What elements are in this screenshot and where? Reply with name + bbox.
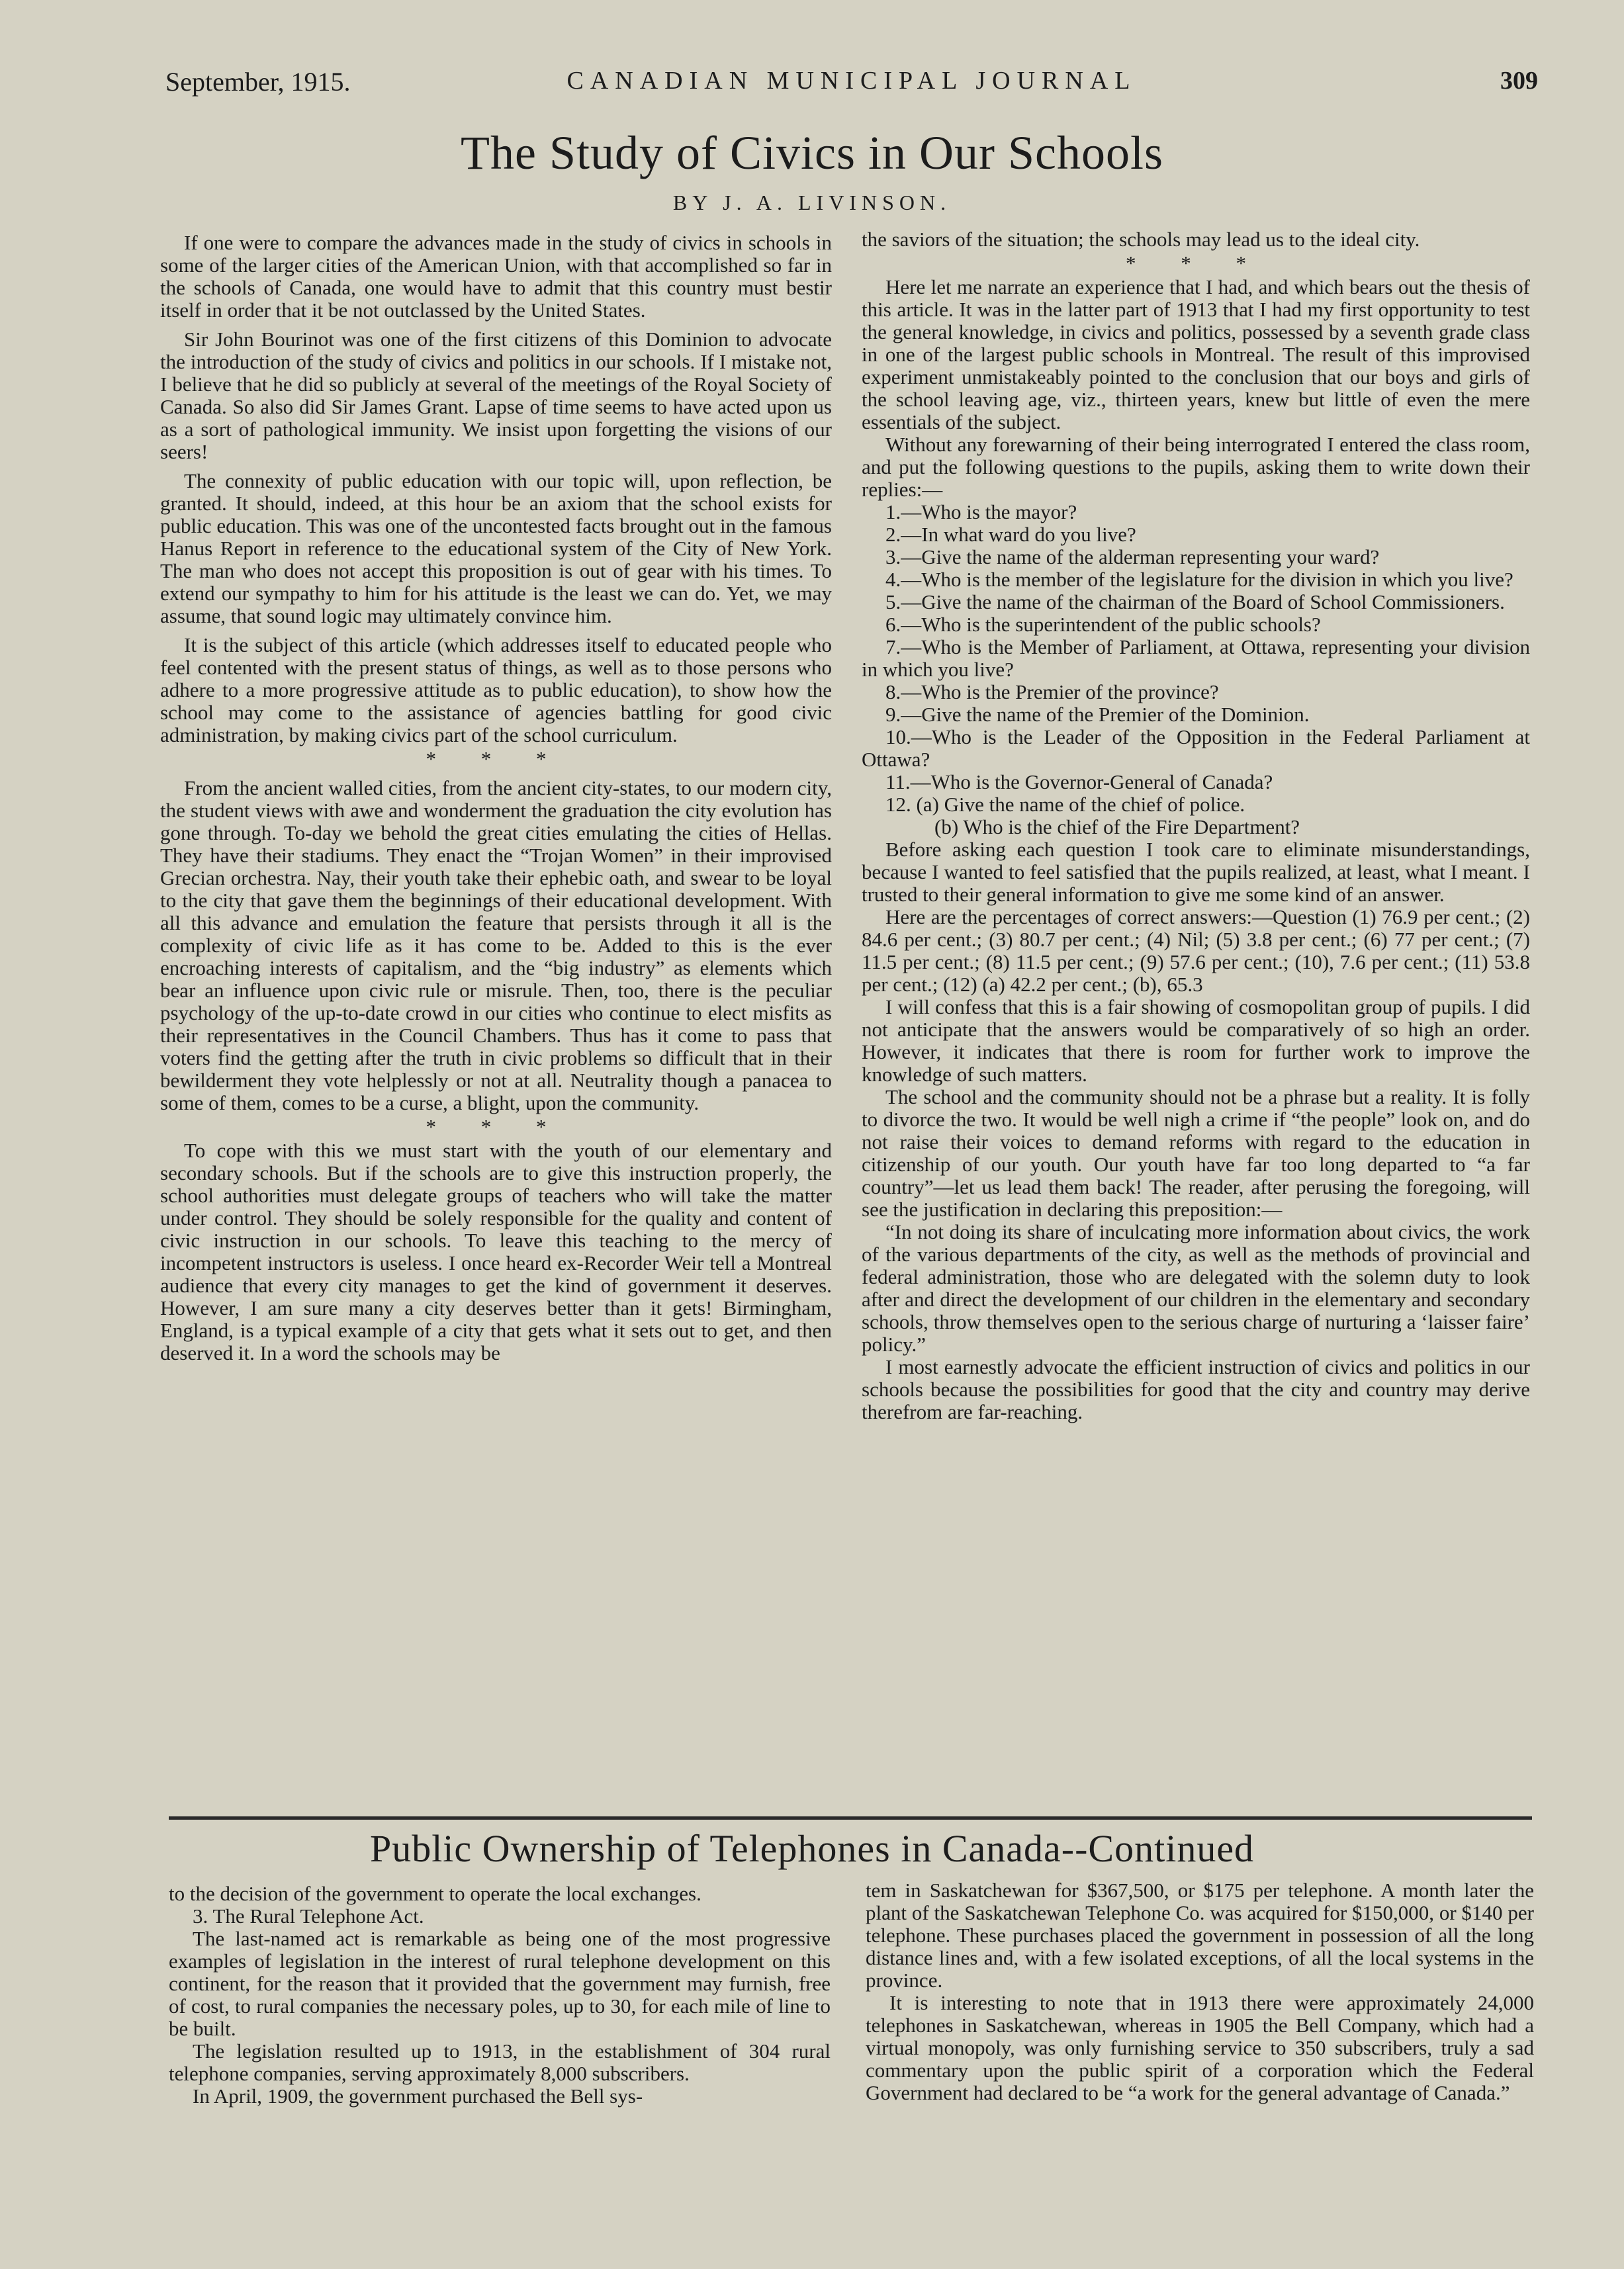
question-item: (b) Who is the chief of the Fire Department?	[934, 815, 1300, 838]
question-item: 4.—Who is the member of the legislature for the division in which you live?	[885, 568, 1513, 591]
question-item: 6.—Who is the superintendent of the public schools?	[885, 613, 1321, 636]
question-item: 1.—Who is the mayor?	[885, 500, 1077, 523]
section-separator: * * *	[426, 747, 566, 770]
paragraph: Before asking each question I took care to eliminate misunderstandings, because I wanted to feel satisfied that the pupils realized, at least, what I meant. I trusted to their general information to give me some kind of an answer.	[862, 838, 1530, 906]
paragraph: Without any forewarning of their being interrograted I entered the class room, and put the following questions to the pupils, asking them to write down their replies:—	[862, 433, 1530, 501]
paragraph: The school and the community should not be a phrase but a reality. It is folly to divorce the two. It would be well nigh a crime if “the people” look on, and do not raise their voices to demand reforms with regard to the education in citizenship of our youth. Our youth have far too long departed to “a far country”—let us lead them back! The reader, after perusing the foregoing, will see the justification in declaring this preposition:—	[862, 1085, 1530, 1221]
running-head	[165, 66, 1538, 106]
question-item: 8.—Who is the Premier of the province?	[885, 680, 1219, 703]
question-item: 2.—In what ward do you live?	[885, 523, 1136, 546]
paragraph: In April, 1909, the government purchased the Bell sys-	[193, 2084, 643, 2108]
paragraph: If one were to compare the advances made in the study of civics in schools in some of the larger cities of the American Union, with that accomplished so far in the schools of Canada, one would have to admit that this country must bestir itself in order that it be not outclassed by the United States.	[160, 231, 832, 322]
paragraph: It is interesting to note that in 1913 there were approximately 24,000 telephones in Saskatchewan, whereas in 1905 the Bell Company, which had a virtual monopoly, was only furnishing service to 350 subscribers, truly a sad commentary upon the public spirit of a corporation which the Federal Government had declared to be “a work for the general advantage of Canada.”	[866, 1991, 1534, 2104]
paragraph: tem in Saskatchewan for $367,500, or $175 per telephone. A month later the plant of the Saskatchewan Telephone Co. was acquired for $150,000, or $140 per telephone. These purchases placed the government in possession of all the long distance lines and, with a few isolated exceptions, of all the local systems in the province.	[866, 1879, 1534, 1992]
article2-column-left	[169, 1883, 831, 2108]
paragraph: Here are the percentages of correct answers:—Question (1) 76.9 per cent.; (2) 84.6 per cent.; (3) 80.7 per cent.; (4) Nil; (5) 3.8 per cent.; (6) 77 per cent.; (7) 11.5 per cent.; (8) 11.5 per cent.; (9) 57.6 per cent.; (10), 7.6 per cent.; (11) 53.8 per cent.; (12) (a) 42.2 per cent.; (b), 65.3	[862, 905, 1530, 996]
paragraph: From the ancient walled cities, from the ancient city-states, to our modern city, the student views with awe and wonderment the graduation the city evolution has gone through. To-day we behold the great cities emulating the cities of Hellas. They have their stadiums. They enact the “Trojan Women” in their improvised Grecian orchestra. Nay, their youth take their ephebic oath, and swear to be loyal to the city that gave them the beginnings of their educational development. With all this advance and emulation the feature that persists through it all is the complexity of civic life as it has come to be. Added to this is the ever encroaching interests of capitalism, and the “big industry” as elements which bear an influence upon civic rule or misrule. Then, too, there is the peculiar psychology of the up-to-date crowd in our cities who continue to elect misfits as their representatives in the Council Chambers. Thus has it come to pass that voters find the getting after the truth in civic problems so difficult that in their bewilderment they vote helplessly or not at all. Neutrality though a panacea to some of them, comes to be a curse, a blight, upon the community.	[160, 776, 832, 1114]
article2-column-right	[866, 1879, 1534, 2104]
paragraph: The last-named act is remarkable as being one of the most progressive examples of legislation in the interest of rural telephone development on this continent, for the reason that it provided that the government may furnish, free of cost, to rural companies the necessary poles, up to 30, for each mile of line to be built.	[169, 1927, 831, 2040]
question-item: 10.—Who is the Leader of the Opposition in the Federal Parliament at Ottawa?	[862, 725, 1530, 771]
section-separator: * * *	[426, 1115, 566, 1138]
article-divider	[169, 1816, 1532, 1820]
paragraph: to the decision of the government to operate the local exchanges.	[169, 1882, 701, 1905]
question-item: 9.—Give the name of the Premier of the Dominion.	[885, 703, 1310, 726]
paragraph: The legislation resulted up to 1913, in the establishment of 304 rural telephone companies, serving approximately 8,000 subscribers.	[169, 2039, 831, 2085]
paragraph: the saviors of the situation; the schools may lead us to the ideal city.	[862, 228, 1420, 251]
paragraph: To cope with this we must start with the youth of our elementary and secondary schools. But if the schools are to give this instruction properly, the school authorities must delegate groups of teachers who will take the matter under control. They should be solely responsible for the quality and content of civic instruction in our schools. To leave this teaching to the mercy of incompetent instructors is useless. I once heard ex-Recorder Weir tell a Montreal audience that every city manages to get the kind of government it deserves. However, I am sure many a city deserves better than it gets! Birmingham, England, is a typical example of a city that gets what it sets out to get, and then deserved it. In a word the schools may be	[160, 1139, 832, 1364]
subheading: 3. The Rural Telephone Act.	[193, 1904, 424, 1928]
article1-column-right	[862, 228, 1530, 1423]
paragraph: The connexity of public education with our topic will, upon reflection, be granted. It should, indeed, at this hour be an axiom that the school exists for public education. This was one of the uncontested facts brought out in the famous Hanus Report in reference to the educational system of the City of New York. The man who does not accept this proposition is out of gear with his times. To extend our sympathy to him for his attitude is the least we can do. Yet, we may assume, that sound logic may ultimately convince him.	[160, 469, 832, 627]
question-item: 7.—Who is the Member of Parliament, at Ottawa, representing your division in which you live?	[862, 635, 1530, 681]
article2-title: Public Ownership of Telephones in Canada--Continued	[369, 1827, 1255, 1870]
paragraph: I will confess that this is a fair showing of cosmopolitan group of pupils. I did not anticipate that the answers would be comparatively of so high an order. However, it indicates that there is room for further work to improve the knowledge of such matters.	[862, 995, 1530, 1086]
question-item: 11.—Who is the Governor-General of Canada?	[885, 770, 1273, 793]
paragraph: Sir John Bourinot was one of the first citizens of this Dominion to advocate the introduction of the study of civics and politics in our schools. If I mistake not, I believe that he did so publicly at several of the meetings of the Royal Society of Canada. So also did Sir James Grant. Lapse of time seems to have acted upon us as a sort of pathological immunity. We insist upon forgetting the visions of our seers!	[160, 328, 832, 463]
article-title: The Study of Civics in Our Schools	[461, 126, 1163, 179]
article-byline: BY J. A. LIVINSON.	[672, 191, 952, 214]
paragraph: “In not doing its share of inculcating more information about civics, the work of the various departments of the city, as well as the methods of provincial and federal administration, those who are delegated with the solemn duty to look after and direct the development of our children in the elementary and secondary schools, throw themselves open to the serious charge of nurturing a ‘laisser faire’ policy.”	[862, 1220, 1530, 1356]
article1-column-left	[160, 232, 832, 1364]
paragraph: Here let me narrate an experience that I had, and which bears out the thesis of this article. It was in the latter part of 1913 that I had my first opportunity to test the general knowledge, in civics and politics, possessed by a seventh grade class in one of the largest public schools in Montreal. The result of this improvised experiment unmistakeably pointed to the conclusion that our boys and girls of the school leaving age, viz., thirteen years, knew but little of even the mere essentials of the subject.	[862, 275, 1530, 433]
issue-date: September, 1915.	[165, 67, 351, 97]
section-separator: * * *	[1126, 251, 1266, 275]
journal-name: CANADIAN MUNICIPAL JOURNAL	[566, 67, 1137, 95]
question-item: 12. (a) Give the name of the chief of police.	[885, 793, 1245, 816]
page-number: 309	[1500, 67, 1538, 95]
paragraph: I most earnestly advocate the efficient instruction of civics and politics in our schools because the possibilities for good that the city and country may derive therefrom are far-reaching.	[862, 1355, 1530, 1423]
question-item: 3.—Give the name of the alderman representing your ward?	[885, 545, 1380, 568]
paragraph: It is the subject of this article (which addresses itself to educated people who feel contented with the present status of things, as well as to those persons who adhere to a more progressive attitude as to public education), to show how the school may come to the assistance of agencies battling for good civic administration, by making civics part of the school curriculum.	[160, 633, 832, 746]
question-item: 5.—Give the name of the chairman of the Board of School Commissioners.	[885, 590, 1505, 613]
